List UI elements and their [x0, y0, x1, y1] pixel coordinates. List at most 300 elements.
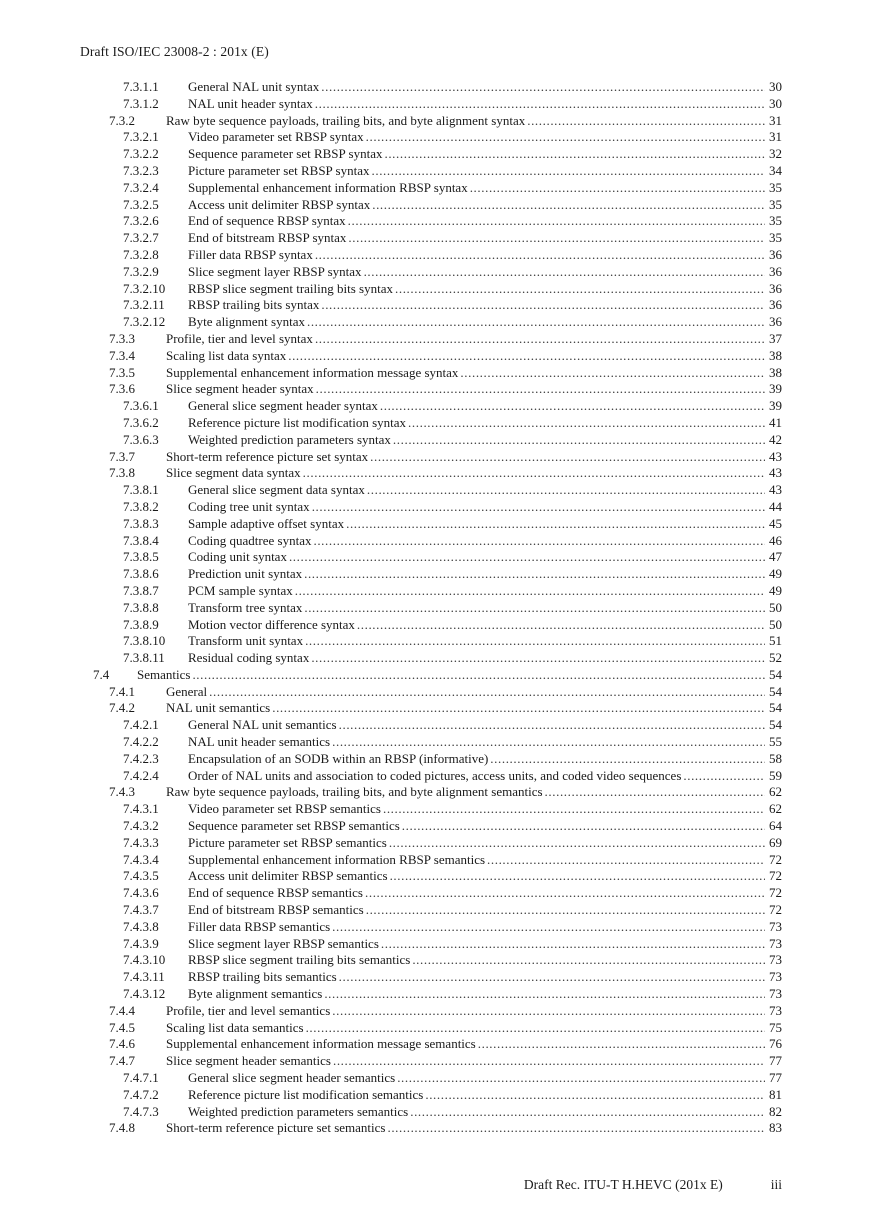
toc-entry-title: Reference picture list modification semantics	[188, 1086, 424, 1102]
dot-leader	[313, 533, 765, 550]
toc-entry-leader	[166, 700, 765, 717]
toc-entry-title: NAL unit header semantics	[188, 734, 331, 750]
toc-entry-title: General slice segment header syntax	[188, 398, 378, 414]
toc-entry-leader	[188, 583, 765, 600]
dot-leader	[321, 297, 765, 314]
toc-entry-leader	[188, 952, 765, 969]
toc-entry-page: 37	[769, 330, 782, 346]
page-footer	[524, 1177, 782, 1193]
toc-entry-page: 73	[769, 969, 782, 985]
dot-leader	[395, 281, 765, 298]
toc-entry[interactable]	[0, 465, 869, 482]
toc-entry-title: Slice segment data syntax	[166, 465, 301, 481]
toc-entry-page: 54	[769, 683, 782, 699]
toc-entry-title: Slice segment header syntax	[166, 381, 314, 397]
toc-entry-title: Weighted prediction parameters syntax	[188, 431, 391, 447]
toc-entry-title: RBSP trailing bits semantics	[188, 969, 337, 985]
toc-entry-page: 36	[769, 263, 782, 279]
dot-leader	[365, 885, 765, 902]
dot-leader	[397, 1070, 765, 1087]
dot-leader	[304, 600, 765, 617]
toc-entry[interactable]	[0, 969, 869, 986]
toc-entry-title: Scaling list data syntax	[166, 347, 287, 363]
toc-entry[interactable]	[0, 247, 869, 264]
dot-leader	[333, 1053, 765, 1070]
dot-leader	[478, 1036, 765, 1053]
dot-leader	[460, 365, 765, 382]
dot-leader	[381, 936, 765, 953]
toc-entry-title: General NAL unit semantics	[188, 717, 337, 733]
toc-entry-number: 7.3.8.6	[123, 566, 159, 582]
dot-leader	[339, 969, 765, 986]
toc-entry-page: 39	[769, 398, 782, 414]
dot-leader	[364, 264, 765, 281]
toc-entry-number: 7.3.2.7	[123, 230, 159, 246]
toc-entry-leader	[188, 213, 765, 230]
toc-entry[interactable]	[0, 566, 869, 583]
dot-leader	[683, 768, 765, 785]
toc-entry-leader	[166, 1003, 765, 1020]
toc-entry-leader	[188, 482, 765, 499]
toc-entry-page: 38	[769, 364, 782, 380]
toc-entry-title: Coding unit syntax	[188, 549, 287, 565]
toc-entry-title: General	[166, 683, 208, 699]
toc-entry-title: Video parameter set RBSP semantics	[188, 801, 381, 817]
toc-entry-title: Profile, tier and level syntax	[166, 330, 313, 346]
toc-entry-number: 7.3.8.1	[123, 482, 159, 498]
toc-entry-leader	[188, 902, 765, 919]
toc-entry-number: 7.3.2.6	[123, 213, 159, 229]
toc-entry[interactable]	[0, 197, 869, 214]
toc-entry-title: Supplemental enhancement information message syntax	[166, 364, 459, 380]
toc-entry-number: 7.3.8.2	[123, 498, 159, 514]
toc-entry-number: 7.4.2.3	[123, 750, 159, 766]
toc-entry-number: 7.3.4	[109, 347, 135, 363]
toc-entry[interactable]	[0, 1070, 869, 1087]
toc-entry[interactable]	[0, 314, 869, 331]
toc-entry-number: 7.4	[93, 666, 110, 682]
toc-entry-number: 7.4.3.1	[123, 801, 159, 817]
toc-entry-leader	[166, 1020, 765, 1037]
dot-leader	[307, 314, 765, 331]
toc-entry-leader	[188, 230, 765, 247]
dot-leader	[332, 1003, 765, 1020]
toc-entry-page: 36	[769, 297, 782, 313]
toc-entry-page: 46	[769, 532, 782, 548]
toc-entry-number: 7.4.3	[109, 784, 135, 800]
toc-entry-title: Residual coding syntax	[188, 650, 310, 666]
toc-entry-page: 49	[769, 566, 782, 582]
toc-entry-title: Raw byte sequence payloads, trailing bits, and byte alignment syntax	[166, 112, 526, 128]
toc-entry-title: Access unit delimiter RBSP semantics	[188, 868, 388, 884]
toc-entry-number: 7.3.2.9	[123, 263, 159, 279]
toc-entry[interactable]	[0, 801, 869, 818]
toc-entry[interactable]	[0, 1104, 869, 1121]
page-number: iii	[770, 1177, 782, 1192]
toc-entry[interactable]	[0, 499, 869, 516]
toc-entry[interactable]	[0, 1003, 869, 1020]
dot-leader	[288, 348, 765, 365]
toc-entry-title: Scaling list data semantics	[166, 1019, 304, 1035]
dot-leader	[312, 499, 765, 516]
dot-leader	[372, 197, 765, 214]
toc-entry-page: 49	[769, 582, 782, 598]
toc-entry-leader	[188, 852, 765, 869]
toc-entry[interactable]	[0, 868, 869, 885]
toc-entry-page: 36	[769, 246, 782, 262]
toc-entry-page: 35	[769, 213, 782, 229]
toc-entry[interactable]	[0, 818, 869, 835]
toc-entry[interactable]	[0, 432, 869, 449]
toc-entry[interactable]	[0, 113, 869, 130]
toc-entry-number: 7.4.3.4	[123, 851, 159, 867]
toc-entry-leader	[188, 79, 765, 96]
toc-entry-number: 7.3.8	[109, 465, 135, 481]
toc-entry-page: 69	[769, 834, 782, 850]
toc-entry[interactable]	[0, 415, 869, 432]
toc-entry[interactable]	[0, 986, 869, 1003]
toc-entry-number: 7.4.1	[109, 683, 135, 699]
toc-entry[interactable]	[0, 449, 869, 466]
toc-entry-title: Byte alignment syntax	[188, 314, 305, 330]
dot-leader	[315, 247, 765, 264]
toc-entry-leader	[188, 801, 765, 818]
toc-entry-page: 81	[769, 1086, 782, 1102]
toc-entry-number: 7.4.3.6	[123, 885, 159, 901]
toc-entry-number: 7.3.2.4	[123, 179, 159, 195]
toc-entry-number: 7.3.8.7	[123, 582, 159, 598]
toc-entry-page: 41	[769, 414, 782, 430]
toc-entry[interactable]	[0, 482, 869, 499]
dot-leader	[306, 1020, 765, 1037]
toc-entry-leader	[188, 146, 765, 163]
toc-entry-leader	[188, 1087, 765, 1104]
toc-entry-leader	[188, 314, 765, 331]
toc-entry-page: 59	[769, 767, 782, 783]
toc-entry-leader	[188, 533, 765, 550]
toc-entry-title: Filler data RBSP syntax	[188, 246, 313, 262]
toc-entry[interactable]	[0, 700, 869, 717]
toc-entry[interactable]	[0, 600, 869, 617]
toc-entry[interactable]	[0, 583, 869, 600]
toc-entry[interactable]	[0, 1120, 869, 1137]
toc-entry-page: 54	[769, 700, 782, 716]
dot-leader	[393, 432, 765, 449]
dot-leader	[366, 902, 765, 919]
dot-leader	[410, 1104, 765, 1121]
toc-entry-title: Sample adaptive offset syntax	[188, 515, 345, 531]
toc-entry-title: General slice segment header semantics	[188, 1070, 396, 1086]
toc-entry[interactable]	[0, 79, 869, 96]
toc-entry-number: 7.3.8.8	[123, 599, 159, 615]
toc-entry-page: 35	[769, 179, 782, 195]
toc-entry-leader	[188, 163, 765, 180]
toc-entry-title: Encapsulation of an SODB within an RBSP (informative)	[188, 750, 489, 766]
toc-entry[interactable]	[0, 1020, 869, 1037]
toc-entry-leader	[188, 398, 765, 415]
toc-entry-number: 7.3.6.2	[123, 414, 159, 430]
toc-entry-page: 77	[769, 1070, 782, 1086]
toc-entry-page: 75	[769, 1019, 782, 1035]
toc-entry[interactable]	[0, 835, 869, 852]
toc-entry-page: 51	[769, 633, 782, 649]
toc-entry-page: 38	[769, 347, 782, 363]
toc-entry-number: 7.3.2.3	[123, 162, 159, 178]
toc-entry-leader	[188, 264, 765, 281]
toc-entry-leader	[188, 247, 765, 264]
toc-entry[interactable]	[0, 768, 869, 785]
toc-entry[interactable]	[0, 398, 869, 415]
toc-entry-number: 7.4.2.2	[123, 734, 159, 750]
toc-entry[interactable]	[0, 617, 869, 634]
toc-entry[interactable]	[0, 650, 869, 667]
toc-entry-page: 36	[769, 280, 782, 296]
toc-entry-leader	[166, 1120, 765, 1137]
dot-leader	[380, 398, 765, 415]
toc-entry[interactable]	[0, 230, 869, 247]
dot-leader	[324, 986, 765, 1003]
dot-leader	[346, 516, 765, 533]
toc-entry[interactable]	[0, 129, 869, 146]
toc-entry-title: Sequence parameter set RBSP semantics	[188, 818, 400, 834]
toc-entry-leader	[188, 600, 765, 617]
toc-entry-number: 7.4.2	[109, 700, 135, 716]
toc-entry[interactable]	[0, 734, 869, 751]
toc-entry-page: 42	[769, 431, 782, 447]
toc-entry[interactable]	[0, 1053, 869, 1070]
toc-entry[interactable]	[0, 348, 869, 365]
toc-entry[interactable]	[0, 852, 869, 869]
toc-entry-leader	[188, 96, 765, 113]
toc-entry[interactable]	[0, 633, 869, 650]
toc-entry-number: 7.4.3.8	[123, 918, 159, 934]
toc-entry[interactable]	[0, 331, 869, 348]
dot-leader	[390, 868, 765, 885]
toc-entry-number: 7.4.7	[109, 1053, 135, 1069]
toc-entry-number: 7.4.2.4	[123, 767, 159, 783]
toc-entry-leader	[137, 667, 765, 684]
toc-entry-number: 7.3.6	[109, 381, 135, 397]
dot-leader	[332, 919, 765, 936]
toc-entry-page: 82	[769, 1103, 782, 1119]
toc-entry-number: 7.4.7.2	[123, 1086, 159, 1102]
toc-entry-leader	[188, 818, 765, 835]
toc-entry[interactable]	[0, 365, 869, 382]
toc-entry[interactable]	[0, 936, 869, 953]
toc-entry-page: 73	[769, 1002, 782, 1018]
toc-entry-leader	[188, 717, 765, 734]
toc-entry-title: Filler data RBSP semantics	[188, 918, 331, 934]
toc-entry-page: 43	[769, 448, 782, 464]
toc-entry-leader	[188, 129, 765, 146]
toc-entry-title: Sequence parameter set RBSP syntax	[188, 146, 383, 162]
toc-entry-page: 43	[769, 465, 782, 481]
toc-entry-leader	[166, 365, 765, 382]
toc-entry-title: Coding quadtree syntax	[188, 532, 312, 548]
toc-entry-leader	[166, 1053, 765, 1070]
toc-entry-leader	[188, 885, 765, 902]
toc-entry-leader	[188, 180, 765, 197]
toc-entry-page: 73	[769, 986, 782, 1002]
toc-entry-number: 7.4.3.3	[123, 834, 159, 850]
toc-entry[interactable]	[0, 163, 869, 180]
toc-entry-leader	[188, 617, 765, 634]
toc-entry-number: 7.4.3.9	[123, 935, 159, 951]
toc-entry-number: 7.4.7.1	[123, 1070, 159, 1086]
toc-entry-leader	[188, 835, 765, 852]
toc-entry-title: Coding tree unit syntax	[188, 498, 310, 514]
toc-entry-page: 35	[769, 230, 782, 246]
toc-entry-number: 7.4.3.7	[123, 902, 159, 918]
toc-entry-leader	[166, 331, 765, 348]
dot-leader	[209, 684, 765, 701]
toc-entry[interactable]	[0, 667, 869, 684]
toc-entry[interactable]	[0, 297, 869, 314]
toc-entry-leader	[188, 281, 765, 298]
toc-entry-page: 76	[769, 1036, 782, 1052]
toc-entry-title: Profile, tier and level semantics	[166, 1002, 331, 1018]
toc-entry-title: RBSP slice segment trailing bits semantics	[188, 952, 411, 968]
toc-entry[interactable]	[0, 281, 869, 298]
toc-entry-leader	[166, 381, 765, 398]
toc-entry-title: Short-term reference picture set syntax	[166, 448, 369, 464]
dot-leader	[321, 79, 765, 96]
toc-entry-page: 62	[769, 801, 782, 817]
toc-entry-number: 7.4.7.3	[123, 1103, 159, 1119]
toc-entry-page: 31	[769, 112, 782, 128]
toc-entry-number: 7.3.6.3	[123, 431, 159, 447]
toc-entry-page: 30	[769, 95, 782, 111]
toc-entry-title: End of sequence RBSP syntax	[188, 213, 346, 229]
toc-entry[interactable]	[0, 902, 869, 919]
toc-entry-title: Transform unit syntax	[188, 633, 304, 649]
toc-entry-number: 7.4.3.5	[123, 868, 159, 884]
toc-entry-page: 30	[769, 79, 782, 94]
toc-entry-number: 7.3.6.1	[123, 398, 159, 414]
dot-leader	[366, 129, 765, 146]
toc-entry-title: NAL unit semantics	[166, 700, 271, 716]
toc-entry-leader	[166, 684, 765, 701]
toc-entry-number: 7.4.3.11	[123, 969, 165, 985]
toc-entry-page: 62	[769, 784, 782, 800]
toc-entry-leader	[188, 499, 765, 516]
toc-entry[interactable]	[0, 549, 869, 566]
toc-entry-page: 47	[769, 549, 782, 565]
toc-entry-number: 7.3.8.5	[123, 549, 159, 565]
toc-entry-title: NAL unit header syntax	[188, 95, 313, 111]
page-header: Draft ISO/IEC 23008-2 : 201x (E)	[80, 44, 269, 59]
dot-leader	[348, 213, 765, 230]
toc-entry-page: 64	[769, 818, 782, 834]
toc-entry-title: Weighted prediction parameters semantics	[188, 1103, 409, 1119]
toc-entry-page: 36	[769, 314, 782, 330]
dot-leader	[332, 734, 765, 751]
toc-entry-number: 7.4.3.2	[123, 818, 159, 834]
toc-entry[interactable]	[0, 919, 869, 936]
dot-leader	[389, 835, 765, 852]
toc-entry-title: Order of NAL units and association to coded pictures, access units, and coded video sequences	[188, 767, 682, 783]
toc-entry-leader	[188, 734, 765, 751]
toc-entry[interactable]	[0, 1087, 869, 1104]
dot-leader	[527, 113, 765, 130]
toc-entry-title: Transform tree syntax	[188, 599, 303, 615]
toc-entry[interactable]	[0, 264, 869, 281]
toc-entry-number: 7.3.1.1	[123, 79, 159, 94]
toc-entry-leader	[188, 633, 765, 650]
toc-entry-title: RBSP trailing bits syntax	[188, 297, 320, 313]
toc-entry-page: 83	[769, 1120, 782, 1136]
toc-entry[interactable]	[0, 516, 869, 533]
toc-entry-number: 7.4.8	[109, 1120, 135, 1136]
toc-entry-leader	[188, 969, 765, 986]
toc-entry-number: 7.4.6	[109, 1036, 135, 1052]
toc-entry[interactable]	[0, 180, 869, 197]
dot-leader	[272, 700, 765, 717]
toc-entry[interactable]	[0, 533, 869, 550]
toc-entry-page: 45	[769, 515, 782, 531]
toc-entry-title: Byte alignment semantics	[188, 986, 323, 1002]
toc-entry[interactable]	[0, 885, 869, 902]
dot-leader	[311, 650, 765, 667]
dot-leader	[303, 465, 765, 482]
toc-entry[interactable]	[0, 96, 869, 113]
toc-entry-page: 34	[769, 162, 782, 178]
toc-entry-number: 7.3.1.2	[123, 95, 159, 111]
toc-entry-number: 7.3.8.9	[123, 616, 159, 632]
toc-entry[interactable]	[0, 952, 869, 969]
toc-entry[interactable]	[0, 146, 869, 163]
toc-entry-title: General NAL unit syntax	[188, 79, 320, 94]
toc-entry-leader	[188, 936, 765, 953]
dot-leader	[295, 583, 765, 600]
toc-entry[interactable]	[0, 1036, 869, 1053]
toc-entry-title: PCM sample syntax	[188, 582, 293, 598]
dot-leader	[412, 952, 765, 969]
toc-entry-title: End of sequence RBSP semantics	[188, 885, 363, 901]
dot-leader	[289, 549, 765, 566]
toc-entry-title: Supplemental enhancement information RBSP syntax	[188, 179, 468, 195]
toc-entry-page: 50	[769, 599, 782, 615]
toc-entry-leader	[166, 449, 765, 466]
toc-entry-number: 7.3.2.2	[123, 146, 159, 162]
dot-leader	[316, 381, 765, 398]
toc-entry[interactable]	[0, 784, 869, 801]
toc-entry-number: 7.3.5	[109, 364, 135, 380]
toc-entry[interactable]	[0, 213, 869, 230]
toc-entry-leader	[188, 415, 765, 432]
toc-entry-leader	[166, 465, 765, 482]
toc-entry-title: End of bitstream RBSP syntax	[188, 230, 347, 246]
toc-entry[interactable]	[0, 717, 869, 734]
toc-entry[interactable]	[0, 751, 869, 768]
toc-entry-number: 7.3.8.4	[123, 532, 159, 548]
toc-entry-number: 7.3.2	[109, 112, 135, 128]
dot-leader	[304, 566, 765, 583]
dot-leader	[408, 415, 765, 432]
dot-leader	[425, 1087, 765, 1104]
toc-entry-number: 7.4.3.12	[123, 986, 166, 1002]
toc-entry[interactable]	[0, 684, 869, 701]
toc-entry-leader	[188, 650, 765, 667]
toc-entry-leader	[188, 868, 765, 885]
toc-entry-title: Picture parameter set RBSP semantics	[188, 834, 387, 850]
toc-entry-title: Slice segment layer RBSP semantics	[188, 935, 379, 951]
toc-entry-number: 7.3.2.10	[123, 280, 166, 296]
toc-entry-title: Prediction unit syntax	[188, 566, 303, 582]
toc-entry-number: 7.3.2.11	[123, 297, 165, 313]
toc-entry[interactable]	[0, 381, 869, 398]
toc-entry-page: 72	[769, 885, 782, 901]
